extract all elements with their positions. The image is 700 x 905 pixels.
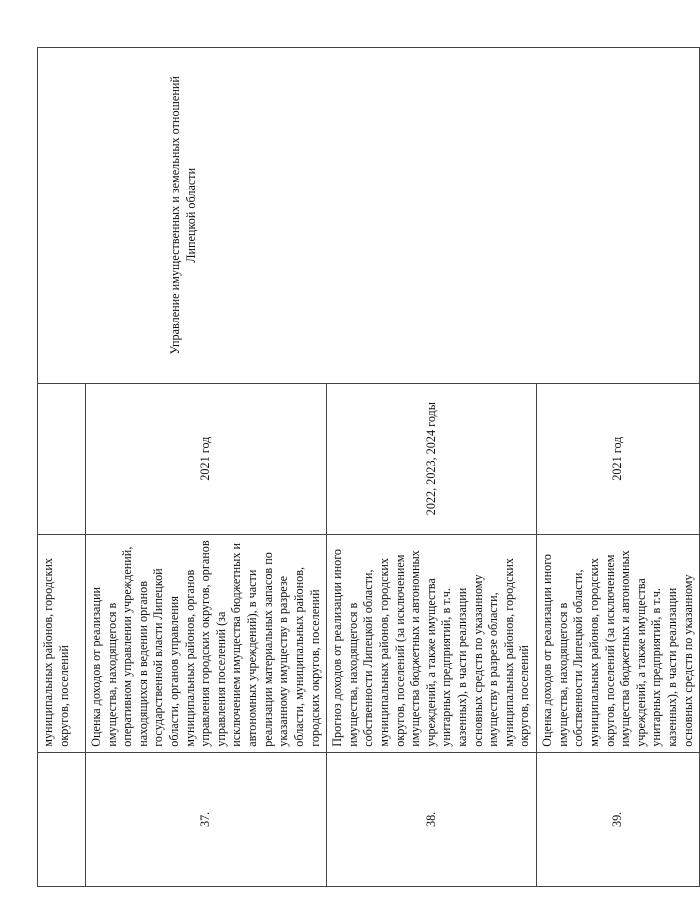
table-row bbox=[38, 48, 86, 887]
row-description: Оценка доходов от реализации имущества, находящегося в оперативном управлении учреждений, находящихся в ведении органов государственной власти Липецкой области, органов управления муниципальных районов, органов управления городских округов, органов управления поселений (за исключением имущества бюджетных и автономных учреждений), в части реализации материальных запасов по указанному имуществу в разрезе области, муниципальных районов, городских округов, поселений bbox=[86, 534, 327, 752]
row-number: 39. bbox=[537, 752, 700, 886]
row-number: 37. bbox=[86, 752, 327, 886]
row-period: 2022, 2023, 2024 годы bbox=[327, 383, 537, 534]
row-period: 2021 год bbox=[86, 383, 327, 534]
document-table bbox=[37, 47, 700, 887]
row-description: Прогноз доходов от реализации иного имущества, находящегося в собственности Липецкой области, муниципальных районов, городских округов, поселений (за исключением имущества бюджетных и автономных учреждений, а также имущества унитарных предприятий, в т.ч. казенных), в части реализации основных средств по указанному имуществу в разрезе области, муниципальных районов, городских округов, поселений bbox=[327, 534, 537, 752]
row-description: муниципальных районов, городских округов, поселений bbox=[38, 534, 86, 752]
row-description: Оценка доходов от реализации иного имущества, находящегося в собственности Липецкой области, муниципальных районов, городских округов, поселений (за исключением имущества бюджетных и автономных учреждений, а также имущества унитарных предприятий, в т.ч. казенных), в части реализации основных средств по указанному bbox=[537, 534, 700, 752]
row-period: 2021 год bbox=[537, 383, 700, 534]
row-number bbox=[38, 752, 86, 886]
rotated-table-wrapper bbox=[37, 47, 695, 887]
row-number: 38. bbox=[327, 752, 537, 886]
responsible-organization: Управление имущественных и земельных отношений Липецкой области bbox=[38, 48, 700, 384]
row-period bbox=[38, 383, 86, 534]
